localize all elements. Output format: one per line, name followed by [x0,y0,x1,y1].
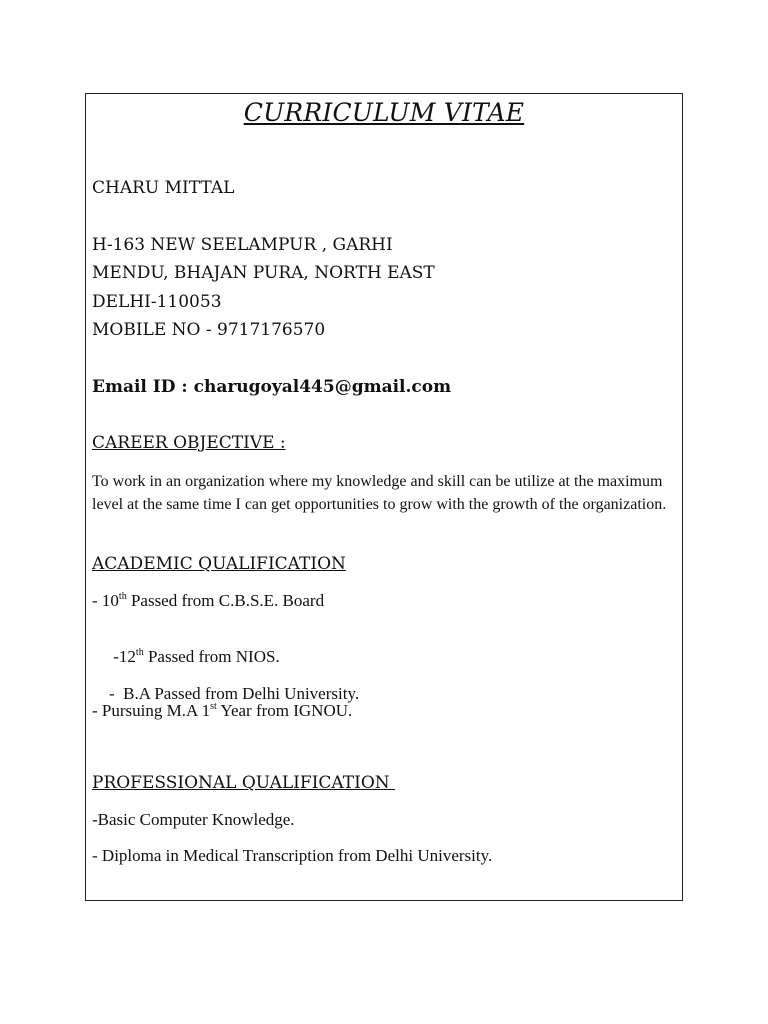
professional-item: - Diploma in Medical Transcription from Delhi University. [92,846,493,865]
candidate-name: CHARU MITTAL [92,178,235,198]
academic-item: -12th Passed from NIOS. [109,647,280,666]
academic-item: - Pursuing M.A 1st Year from IGNOU. [92,701,353,720]
cv-page-border [85,93,683,901]
cv-title: CURRICULUM VITAE [243,98,525,127]
professional-heading: PROFESSIONAL QUALIFICATION [92,773,396,793]
address-line-3: DELHI-110053 [92,292,222,312]
career-objective-text: To work in an organization where my knowledge and skill can be utilize at the maximum level at the same time I can get opportunities to grow with the growth of the organization. [92,473,667,513]
email-address: Email ID : charugoyal445@gmail.com [92,377,452,397]
academic-item: - 10th Passed from C.B.S.E. Board [92,591,325,610]
address-line-2: MENDU, BHAJAN PURA, NORTH EAST [92,263,435,283]
address-line-1: H-163 NEW SEELAMPUR , GARHI [92,235,393,255]
career-objective-heading: CAREER OBJECTIVE : [92,433,286,453]
academic-item: - B.A Passed from Delhi University. [109,684,360,703]
academic-heading: ACADEMIC QUALIFICATION [92,554,346,574]
professional-item: -Basic Computer Knowledge. [92,810,295,829]
mobile-number: MOBILE NO - 9717176570 [92,320,326,340]
